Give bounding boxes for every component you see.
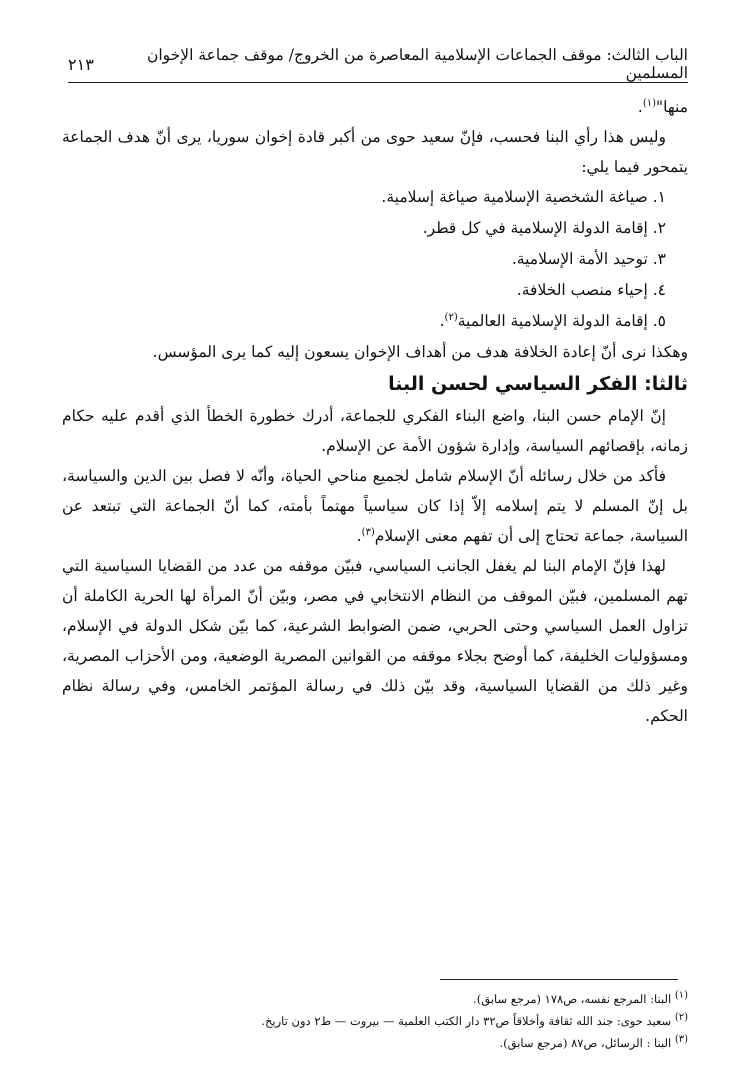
footnote-item [62, 1032, 688, 1054]
paragraph-end: . [356, 527, 362, 545]
list-item-text: ٥. إقامة الدولة الإسلامية العالمية [457, 312, 666, 330]
list-item: ٣. توحيد الأمة الإسلامية. [511, 250, 666, 268]
paragraph-political-positions: لهذا فإنّ الإمام البنا لم يغفل الجانب السياسي، فبيّن موقفه من عدد من القضايا السياسية التي تهم المسلمين، فبيّن الموقف من النظام الانتخابي في مصر، وبيّن أنّ المرأة لها الحرية الكاملة أن تزاول العمل السياسي وحتى الحربي، ضمن الضوابط الشرعية، كما بيّن شكل الدولة في الإسلام، ومسؤوليات الخليفة، كما أوضح بجلاء موقفه من القوانين المصرية الوضعية، ومن الأحزاب المصرية، وغير ذلك من القضايا السياسية، وقد بيّن ذلك في رسالة المؤتمر الخامس، وفي رسالة نظام الحكم. [62, 557, 688, 725]
paragraph-goals-intro: وليس هذا رأي البنا فحسب، فإنّ سعيد حوى من أكبر قادة إخوان سوريا، يرى أنّ هدف الجماعة يتمحور فيما يلي: [62, 128, 688, 176]
running-header [68, 46, 688, 83]
continuation-text: منها" [656, 98, 688, 116]
list-item [62, 306, 688, 337]
paragraph-text: فأكد من خلال رسائله أنّ الإسلام شامل لجميع مناحي الحياة، وأنّه لا فصل بين الدين والسياسة، بل إنّ المسلم لا يتم إسلامه إلاّ إذا كان سياسياً مهتماً بأمته، كما أنّ الجماعة التي تبتعد عن السياسة، جماعة تحتاج إلى أن تفهم معنى الإسلام [62, 467, 688, 545]
list-item: ٤. إحياء منصب الخلافة. [516, 281, 666, 299]
page-body [62, 92, 688, 731]
page-number: ٢١٣ [68, 54, 94, 74]
paragraph-albanna-intro: إنّ الإمام حسن البنا، واضع البناء الفكري للجماعة، أدرك خطورة الخطأ الذي أقدم عليه حكام زمانه، بإقصائهم السياسة، وإدارة شؤون الأمة عن الإسلام. [62, 407, 688, 455]
paragraph-islam-politics [62, 461, 688, 551]
footnote-ref: (٢) [674, 1012, 688, 1024]
list-item: ١. صياغة الشخصية الإسلامية صياغة إسلامية. [381, 188, 666, 206]
footnote-marker-2: (٢) [444, 311, 458, 323]
footnote-divider [440, 979, 678, 980]
footnote-text: البنا: المرجع نفسه، ص١٧٨ (مرجع سابق). [473, 992, 672, 1006]
header-title: الباب الثالث: موقف الجماعات الإسلامية المعاصرة من الخروج/ موقف جماعة الإخوان المسلمين [146, 46, 688, 82]
footnote-ref: (٣) [674, 1034, 688, 1046]
footnote-marker-3: (٣) [361, 526, 375, 538]
footnote-text: سعيد حوى: جند الله ثقافة وأخلاقاً ص٣٢ دار الكتب العلمية — بيروت — ط٢ دون تاريخ. [261, 1014, 672, 1028]
list-item-end: . [439, 312, 445, 330]
footnotes [62, 988, 688, 1054]
footnote-ref: (١) [674, 990, 688, 1002]
list-item: ٢. إقامة الدولة الإسلامية في كل قطر. [422, 219, 666, 237]
footnote-text: البنا : الرسائل، ص٨٧ (مرجع سابق). [499, 1036, 672, 1050]
section-heading: ثالثا: الفكر السياسي لحسن البنا [388, 373, 688, 395]
paragraph-conclusion: وهكذا نرى أنّ إعادة الخلافة هدف من أهداف الإخوان يسعون إليه كما يرى المؤسس. [152, 343, 688, 361]
footnote-item [62, 988, 688, 1010]
goals-list [62, 182, 688, 337]
footnote-item [62, 1010, 688, 1032]
continuation-line: منها"$^{(١)}$. [637, 97, 688, 116]
footnote-marker-1: (١) [642, 97, 657, 109]
